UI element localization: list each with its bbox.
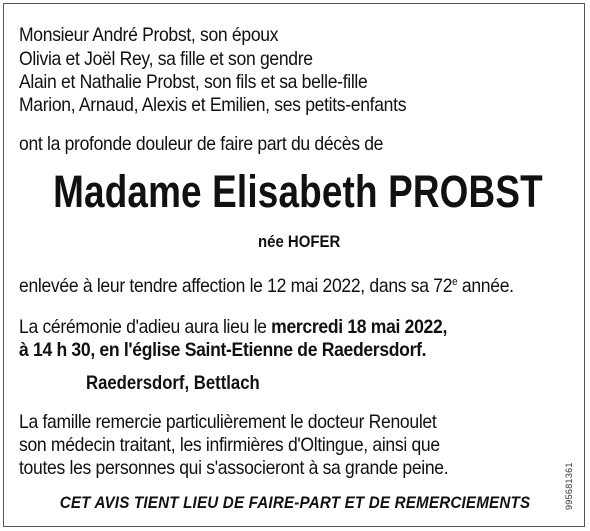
announcement-text: ont la profonde douleur de faire part du décès de bbox=[19, 133, 384, 155]
death-line bbox=[19, 275, 514, 297]
birth-name: née HOFER bbox=[258, 232, 341, 251]
ceremony-date: mercredi 18 mai 2022, bbox=[271, 316, 448, 338]
thanks-line-1: La famille remercie particulièrement le docteur Renoulet bbox=[19, 411, 437, 433]
family-line-son: Alain et Nathalie Probst, son fils et sa belle-fille bbox=[19, 71, 368, 93]
thanks-line-3: toutes les personnes qui s'associeront à sa grande peine. bbox=[19, 457, 449, 479]
death-tail: année. bbox=[457, 275, 514, 297]
family-line-husband: Monsieur André Probst, son époux bbox=[19, 24, 279, 46]
places-text: Raedersdorf, Bettlach bbox=[86, 373, 260, 394]
deceased-name: Madame Elisabeth PROBST bbox=[53, 166, 543, 217]
ceremony-line-2: à 14 h 30, en l'église Saint-Etienne de Raedersdorf. bbox=[19, 339, 427, 361]
family-line-grandchildren: Marion, Arnaud, Alexis et Emilien, ses petits-enfants bbox=[19, 94, 407, 116]
family-line-daughter: Olivia et Joël Rey, sa fille et son gendre bbox=[19, 48, 313, 70]
ceremony-line-1 bbox=[19, 316, 447, 338]
death-text: enlevée à leur tendre affection le 12 mai 2022, dans sa 72 bbox=[19, 275, 453, 297]
ceremony-intro: La cérémonie d'adieu aura lieu le bbox=[19, 316, 272, 338]
footer-notice: CET AVIS TIENT LIEU DE FAIRE-PART ET DE REMERCIEMENTS bbox=[59, 494, 531, 512]
death-superscript: e bbox=[452, 276, 458, 288]
thanks-line-2: son médecin traitant, les infirmières d'Oltingue, ainsi que bbox=[19, 434, 440, 456]
reference-number: 995681361 bbox=[564, 462, 574, 510]
